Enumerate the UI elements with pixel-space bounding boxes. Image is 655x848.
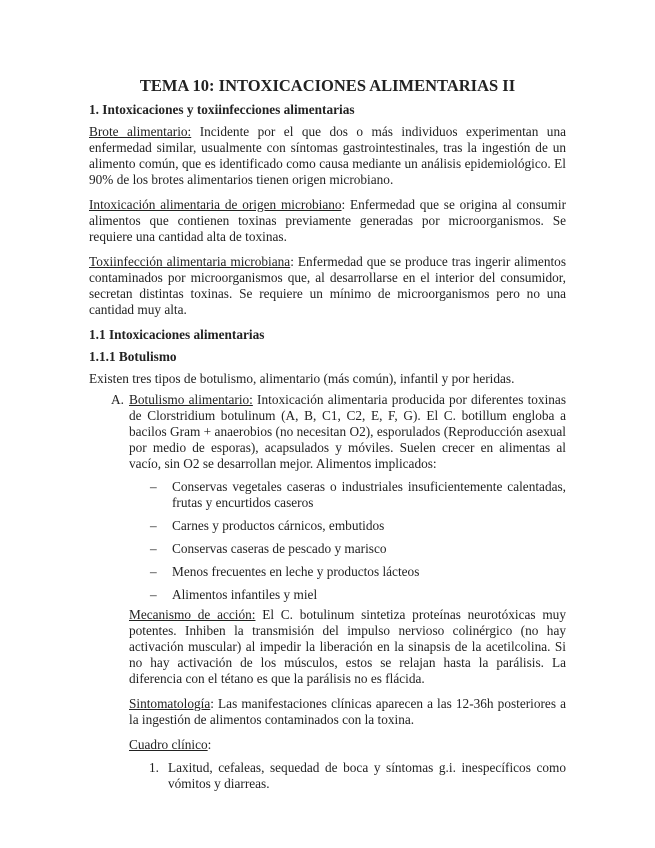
term: Toxiinfección alimentaria microbiana: [89, 254, 291, 269]
numbered-item-text: Laxitud, cefaleas, sequedad de boca y síntomas g.i. inespecíficos como vómitos y diarreas.: [168, 760, 566, 791]
item-a-text: Intoxicación alimentaria producida por diferentes toxinas de Clorstridium botulinum (A, B, C1, C2, E, F, G). El C. botillum engloba a bacilos Gram + anaerobios (no necesitan O2), esporulados (Reproducción asexual por medio de esporas), acapsulados y móviles. Suelen crecer en alimentas al vacío, sin O2 se desarrollan mejor. Alimentos implicados:: [129, 392, 567, 471]
term: Intoxicación alimentaria de origen microbiano: [89, 197, 342, 212]
foods-list: [129, 479, 566, 603]
sintomatologia-text: : Las manifestaciones clínicas aparecen a las 12-36h posteriores a la ingestión de alimentos contaminados con la toxina.: [129, 696, 566, 727]
list-item: [129, 564, 566, 580]
subsection-heading: 1.1 Intoxicaciones alimentarias: [89, 327, 265, 342]
list-item-text: Conservas caseras de pescado y marisco: [172, 541, 387, 556]
cuadro-paragraph: [129, 737, 566, 753]
dash-bullet-icon: –: [150, 564, 157, 579]
dash-bullet-icon: –: [150, 479, 157, 494]
list-item: [129, 479, 566, 511]
list-item-text: Carnes y productos cárnicos, embutidos: [172, 518, 385, 533]
dash-bullet-icon: –: [150, 541, 157, 556]
list-item: [129, 518, 566, 534]
number-marker: 1.: [149, 760, 159, 775]
list-item-text: Menos frecuentes en leche y productos lácteos: [172, 564, 420, 579]
term: Sintomatología: [129, 696, 211, 711]
list-item-a: [89, 392, 566, 792]
term: Botulismo alimentario:: [129, 392, 253, 407]
definition-paragraph: [89, 197, 566, 245]
mecanismo-paragraph: [129, 607, 566, 687]
list-item: [129, 587, 566, 603]
list-marker: A.: [111, 392, 124, 407]
list-item-text: Alimentos infantiles y miel: [172, 587, 318, 602]
definition-paragraph: [89, 254, 566, 318]
section-heading: 1. Intoxicaciones y toxiinfecciones alimentarias: [89, 102, 355, 117]
intro-paragraph: Existen tres tipos de botulismo, alimentario (más común), infantil y por heridas.: [89, 371, 515, 386]
definition-paragraph: [89, 124, 566, 188]
sintomatologia-paragraph: [129, 696, 566, 728]
term: Brote alimentario:: [89, 124, 192, 139]
numbered-item: [129, 760, 566, 792]
term: Cuadro clínico: [129, 737, 208, 752]
dash-bullet-icon: –: [150, 518, 157, 533]
item-a-paragraph: [129, 392, 566, 472]
definition-text: Incidente por el que dos o más individuos experimentan una enfermedad similar, usualmente con síntomas gastrointestinales, tras la ingestión de un alimento común, que es identificado como causa mediante un análisis epidemiológico. El 90% de los brotes alimentarios tienen origen microbiano.: [89, 124, 566, 187]
definition-text: : Enfermedad que se origina al consumir alimentos que contienen toxinas previamente generadas por microorganismos. Se requiere una cantidad alta de toxinas.: [89, 197, 566, 244]
document-title: TEMA 10: INTOXICACIONES ALIMENTARIAS II: [139, 76, 516, 95]
cuadro-text: :: [207, 737, 212, 752]
term: Mecanismo de acción:: [129, 607, 256, 622]
dash-bullet-icon: –: [150, 587, 157, 602]
mecanismo-text: El C. botulinum sintetiza proteínas neurotóxicas muy potentes. Inhiben la transmisión del impulso nervioso colinérgico (no hay activación muscular) al impedir la liberación en la sinapsis de la acetilcolina. Si no hay activación de los músculos, estos se relajan hasta la parálisis. La diferencia con el tétano es que la parálisis no es flácida.: [129, 607, 566, 686]
list-item-text: Conservas vegetales caseras o industriales insuficientemente calentadas, frutas y encurtidos caseros: [172, 479, 566, 510]
definition-text: : Enfermedad que se produce tras ingerir alimentos contaminados por microorganismos que, al desarrollarse en el interior del consumidor, secretan distintas toxinas. Se requiere un mínimo de microorganismos pero no una cantidad muy alta.: [89, 254, 566, 317]
list-item: [129, 541, 566, 557]
subsubsection-heading: 1.1.1 Botulismo: [89, 349, 177, 364]
